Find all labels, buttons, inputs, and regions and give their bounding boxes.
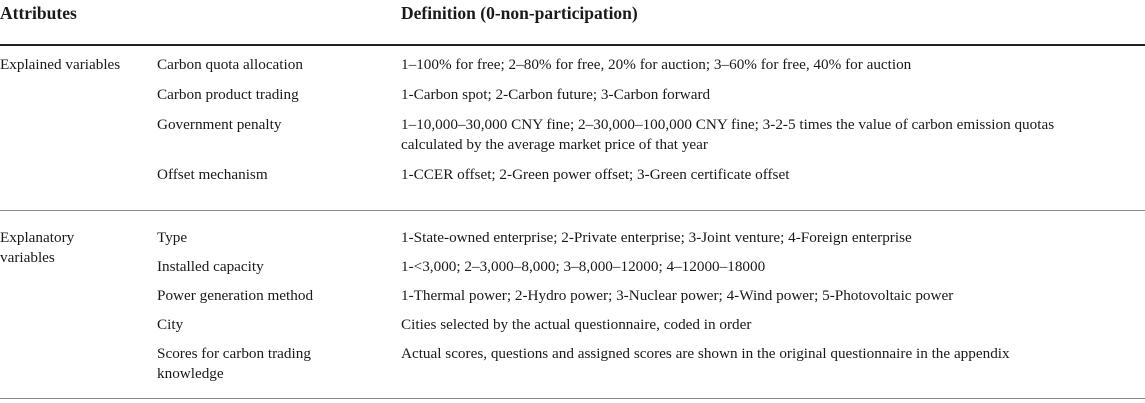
attribute-cell: Power generation method bbox=[157, 287, 314, 304]
definition-cell: 1-Carbon spot; 2-Carbon future; 3-Carbon forward bbox=[401, 86, 711, 103]
definition-cell: Actual scores, questions and assigned scores are shown in the original questionnaire in the appendix bbox=[401, 345, 1010, 362]
group-label-explanatory: Explanatory bbox=[0, 229, 75, 246]
definition-cell: 1-Thermal power; 2-Hydro power; 3-Nuclear power; 4-Wind power; 5-Photovoltaic power bbox=[401, 287, 954, 304]
definition-cell: 1-State-owned enterprise; 2-Private enterprise; 3-Joint venture; 4-Foreign enterprise bbox=[401, 229, 912, 246]
definition-cell: Cities selected by the actual questionnaire, coded in order bbox=[401, 316, 752, 333]
definition-cell: 1–10,000–30,000 CNY fine; 2–30,000–100,000 CNY fine; 3-2-5 times the value of carbon emission quotas bbox=[401, 116, 1055, 133]
definition-cell: 1–100% for free; 2–80% for free, 20% for auction; 3–60% for free, 40% for auction bbox=[401, 56, 912, 73]
attribute-cell: Scores for carbon trading bbox=[157, 345, 311, 362]
attribute-cell: Carbon product trading bbox=[157, 86, 299, 103]
attribute-cell-continued: knowledge bbox=[157, 365, 224, 382]
table-header bbox=[0, 0, 1145, 46]
attribute-cell: Carbon quota allocation bbox=[157, 56, 303, 73]
table-bottom-rule bbox=[0, 398, 1145, 399]
attribute-cell: Government penalty bbox=[157, 116, 282, 133]
header-definition: Definition (0-non-participation) bbox=[401, 3, 638, 23]
group-label-explained: Explained variables bbox=[0, 56, 121, 73]
definition-cell: 1-<3,000; 2–3,000–8,000; 3–8,000–12000; 4–12000–18000 bbox=[401, 258, 766, 275]
section-divider bbox=[0, 210, 1145, 211]
attribute-cell: City bbox=[157, 316, 184, 333]
definition-cell-continued: calculated by the average market price of that year bbox=[401, 136, 708, 153]
attribute-cell: Offset mechanism bbox=[157, 166, 268, 183]
attribute-cell: Installed capacity bbox=[157, 258, 264, 275]
definition-cell: 1-CCER offset; 2-Green power offset; 3-Green certificate offset bbox=[401, 166, 790, 183]
header-attributes: Attributes bbox=[0, 3, 77, 23]
group-label-explanatory-continued: variables bbox=[0, 249, 55, 266]
attribute-cell: Type bbox=[157, 229, 188, 246]
